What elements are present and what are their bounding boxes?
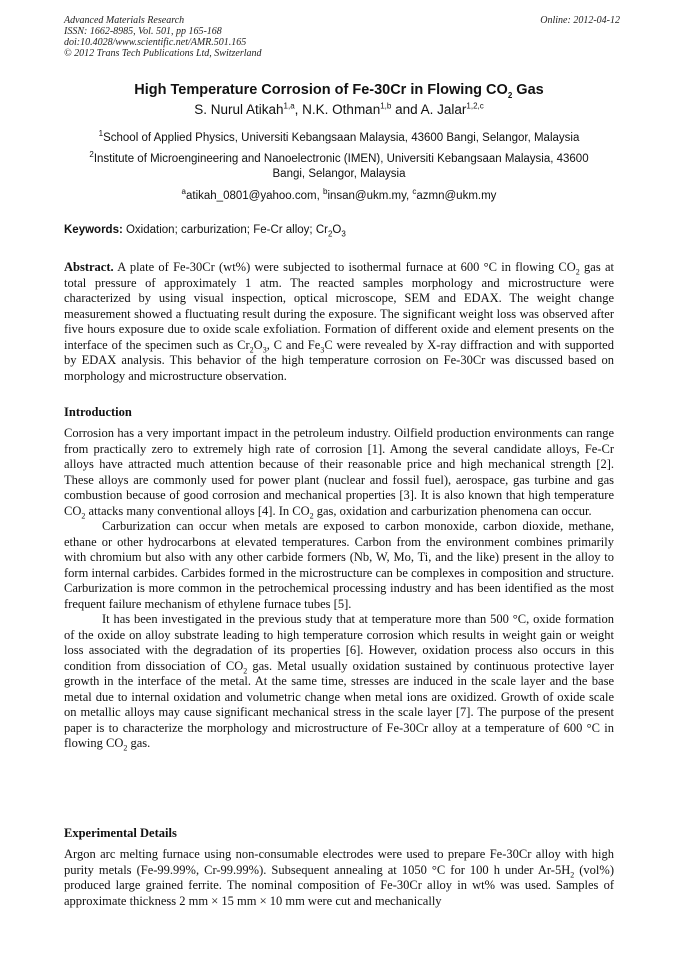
exp-p1-b: (vol%) produced large grained ferrite. The nominal composition of Fe-30Cr alloy in wt% was used. Samples of approximate thickness 2 mm × 15 mm × 10 mm were cut and mechanically bbox=[64, 862, 614, 908]
email-a: atikah_0801@yahoo.com, bbox=[186, 190, 323, 202]
intro-p3-sub2: 2 bbox=[123, 743, 128, 753]
affiliation-2 bbox=[64, 152, 614, 182]
abstract-sub-2: 2 bbox=[249, 345, 254, 354]
keywords-sub-1: 2 bbox=[327, 229, 333, 239]
abstract-text-4: , C and Fe bbox=[266, 337, 321, 352]
abstract-text-3: O bbox=[253, 337, 263, 352]
introduction-paragraph-2: Carburization can occur when metals are exposed to carbon monoxide, carbon dioxide, methane, ethane or other hydrocarbons at elevated temperatures. Carbon from the environment combines primarily with chromium but also with any other carbide formers (Nb, W, Mo, Ti, and the like) present in the alloy to form internal carbides. Carbides formed in the microstructure can be complexes in composition and structure. Carburization is more common in the petrochemical processing industry and has been identified as the most frequent failure mechanism of ethylene furnace tubes [5]. bbox=[64, 519, 614, 611]
author-2: , N.K. Othman bbox=[294, 102, 381, 117]
abstract-label: Abstract. bbox=[64, 260, 114, 274]
abstract-sub-1: 2 bbox=[575, 267, 580, 277]
paper-title bbox=[64, 82, 614, 98]
abstract-text-1: A plate of Fe-30Cr (wt%) were subjected to isothermal furnace at 600 °C in flowing CO bbox=[113, 260, 576, 274]
intro-p1-sub: 2 bbox=[81, 511, 86, 520]
keywords-mid: O bbox=[332, 224, 342, 236]
title-text: High Temperature Corrosion of Fe-30Cr in Flowing CO bbox=[134, 82, 508, 98]
journal-doi: doi:10.4028/www.scientific.net/AMR.501.165 bbox=[64, 37, 247, 48]
author-3: and A. Jalar bbox=[391, 102, 467, 117]
abstract-text-2: gas at total pressure of approximately 1 atm. The reacted samples morphology and microstructure were characterized by using visual inspection, optical microscope, SEM and EDAX. The weight change measurement showed a fluctuating result during the exposure. The significant weight loss was observed after five hours exposure due to oxide scale exfoliation. Formation of different oxide and element presents on the interface of the specimen such as Cr bbox=[64, 260, 615, 352]
journal-issn: ISSN: 1662-8985, Vol. 501, pp 165-168 bbox=[64, 26, 222, 37]
author-3-sup: 1,2,c bbox=[466, 101, 484, 111]
online-date: Online: 2012-04-12 bbox=[540, 15, 620, 26]
author-1-sup: 1,a bbox=[283, 101, 295, 111]
journal-name: Advanced Materials Research bbox=[64, 15, 185, 26]
introduction-paragraph-1 bbox=[64, 426, 614, 519]
experimental-body bbox=[64, 847, 614, 909]
intro-p1-c: gas, oxidation and carburization phenomena can occur. bbox=[313, 503, 592, 518]
introduction-heading: Introduction bbox=[64, 405, 132, 419]
affiliation-1 bbox=[64, 131, 614, 146]
affiliation-2-sup: 2 bbox=[89, 150, 94, 160]
intro-p1-b: attacks many conventional alloys [4]. In CO bbox=[85, 503, 310, 518]
keywords-label: Keywords: bbox=[64, 224, 123, 236]
author-list bbox=[64, 102, 614, 117]
abstract-sub-3: 3 bbox=[262, 345, 267, 354]
affiliation-2-text-a: Institute of Microengineering and Nanoelectronic (IMEN), Universiti Kebangsaan Malaysia, 43600 bbox=[93, 153, 589, 165]
abstract bbox=[64, 260, 614, 384]
intro-p1-sub2: 2 bbox=[309, 511, 314, 520]
experimental-heading: Experimental Details bbox=[64, 826, 177, 840]
email-b-sup: b bbox=[322, 187, 328, 197]
author-2-sup: 1,b bbox=[380, 101, 392, 111]
email-line bbox=[64, 189, 614, 204]
intro-p3-a: It has been investigated in the previous study that at temperature more than 500 °C, oxide formation of the oxide on alloy substrate leading to high temperature corrosion which results in weight gain or weight loss associated with the degradation of its properties [6]. However, oxidation process also occurs in this condition from dissociation of CO bbox=[64, 612, 614, 673]
exp-p1-a: Argon arc melting furnace using non-consumable electrodes were used to prepare Fe-30Cr alloy with high purity metals (Fe-99.99%, Cr-99.99%). Subsequent annealing at 1050 °C for 100 h under Ar-5H bbox=[64, 847, 614, 877]
journal-copyright: © 2012 Trans Tech Publications Ltd, Switzerland bbox=[64, 48, 262, 59]
author-1: S. Nurul Atikah bbox=[194, 102, 284, 117]
title-subscript: 2 bbox=[507, 90, 513, 100]
title-tail: Gas bbox=[512, 82, 544, 98]
abstract-text-5: C were revealed by X-ray diffraction and with supported by EDAX analysis. This behavior of the high temperature corrosion on Fe-30Cr was discussed based on morphology and microstructure observation. bbox=[64, 337, 614, 383]
email-c: azmn@ukm.my bbox=[416, 190, 497, 202]
email-a-sup: a bbox=[181, 187, 186, 197]
keywords-text: Oxidation; carburization; Fe-Cr alloy; Cr bbox=[122, 224, 328, 236]
keywords-sub-2: 3 bbox=[341, 229, 346, 239]
email-c-sup: c bbox=[412, 187, 417, 197]
introduction-paragraph-3 bbox=[64, 612, 614, 752]
abstract-sub-4: 3 bbox=[320, 345, 325, 354]
journal-info bbox=[64, 15, 262, 59]
intro-p1-a: Corrosion has a very important impact in the petroleum industry. Oilfield production environments can range from practically zero to extremely high rate of corrosion [1]. Among the several candidate alloys, Fe-Cr alloys have attracted much attention because of their reasonable price and high mechanical strength [2]. These alloys are commonly used for power plant (nuclear and fossil fuel), aerospace, gas turbine and gas combustion because of good corrosion and mechanical properties [3]. It is also known that high temperature CO bbox=[64, 426, 614, 518]
intro-p3-b: gas. Metal usually oxidation sustained by continuous protective layer growth in the interface of the metal. At the same time, stresses are induced in the scale layer and the base metal due to internal oxidation and volumetric change when metal ions are oxidized. Growth of oxide scale on metallic alloys may cause significant mechanical stress in the scale layer [7]. The purpose of the present paper is to characterize the morphology and microstructure of Fe-30Cr alloy at a temperature of 600 °C in flowing CO bbox=[64, 658, 614, 750]
keywords bbox=[64, 224, 614, 239]
introduction-body bbox=[64, 426, 614, 752]
email-b: insan@ukm.my, bbox=[327, 190, 413, 202]
affiliation-1-text: School of Applied Physics, Universiti Kebangsaan Malaysia, 43600 Bangi, Selangor, Malaysia bbox=[103, 132, 580, 144]
intro-p3-c: gas. bbox=[127, 736, 151, 750]
exp-p1-sub: 2 bbox=[570, 870, 575, 879]
affiliation-2-text-b: Bangi, Selangor, Malaysia bbox=[272, 168, 406, 180]
intro-p3-sub: 2 bbox=[243, 666, 248, 675]
affiliation-1-sup: 1 bbox=[98, 129, 104, 139]
